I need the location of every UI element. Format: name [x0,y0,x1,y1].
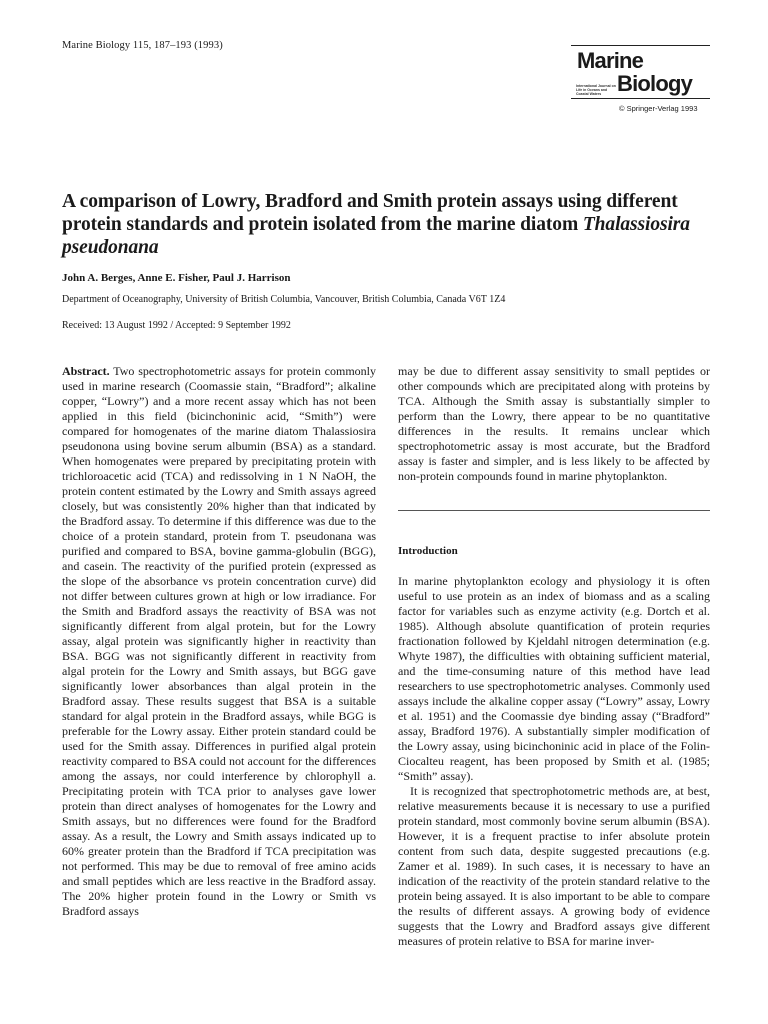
affiliation: Department of Oceanography, University of British Columbia, Vancouver, British Columbia, Canada V6T 1Z4 [62,294,506,305]
journal-reference: Marine Biology 115, 187–193 (1993) [62,40,223,51]
abstract-continuation: may be due to different assay sensitivity to small peptides or other compounds which are precipitated along with proteins by TCA. Although the Smith assay is substantially simpler to perform than the Lowry, there appear to be no quantitative differences in the results. It remains unclear which spectrophotometric assay is most accurate, but the Bradford assay is faster and simpler, and is less likely to be affected by non-protein compounds found in marine phytoplankton. [398,364,710,483]
logo-biology-text: Biology [617,71,693,96]
article-title [62,190,702,259]
introduction-body [398,574,710,949]
logo-tagline: International Journal on Life in Oceans and Coastal Waters [576,84,616,96]
introduction-paragraph-2: It is recognized that spectrophotometric methods are, at best, relative measurements because it is necessary to use a purified protein standard, most commonly bovine serum albumin (BSA). However, it is a frequent practise to infer absolute protein content from such data, despite suggested precautions (e.g. Zamer et al. 1989). In such cases, it is necessary to have an indication of the reactivity of the protein standard relative to the protein being assayed. It is also important to be able to compare the results of different assays. A growing body of evidence suggests that the Lowry and Bradford assays give different measures of protein relative to BSA for marine inver- [398,784,710,948]
abstract-column [62,364,376,919]
abstract-paragraph [62,364,376,919]
section-divider [398,510,710,511]
logo-marine-text: Marine [577,48,644,73]
introduction-paragraph-1: In marine phytoplankton ecology and physiology it is often useful to use protein as an index of biomass and as a scaling factor for variables such as enzyme activity (e.g. Dortch et al. 1985). Although absolute quantification of protein requries fractionation followed by Kjeldahl nitrogen determination (e.g. Whyte 1987), the difficulties with obtaining sufficient material, and the time-consuming nature of this method have lead researchers to use spectrophotometric analyses. Commonly used assays include the alkaline copper assay (“Lowry” assay, Lowry et al. 1951) and the Coomassie dye binding assay (“Bradford” assay, Bradford 1976). A substantially simpler modification of the Lowry assay, using bicinchoninic acid in place of the Folin-Ciocalteu reagent, has been proposed by Smith et al. (1985; “Smith” assay). [398,574,710,783]
received-accepted-dates: Received: 13 August 1992 / Accepted: 9 September 1992 [62,320,291,331]
copyright: © Springer-Verlag 1993 [619,104,698,113]
logo-bottom-rule [571,98,710,99]
logo-top-rule [571,45,710,46]
abstract-continuation-column [398,364,710,484]
title-text: A comparison of Lowry, Bradford and Smith protein assays using different protein standards and protein isolated from the marine diatom [62,191,678,235]
abstract-text: Two spectrophotometric assays for protein commonly used in marine research (Coomassie stain, “Bradford”; alkaline copper, “Lowry”) and a more recent assay which has not been applied in this field (bicinchoninic acid, “Smith”) were compared for homogenates of the marine diatom Thalassiosira pseudonona using bovine serum albumin (BSA) as a standard. When homogenates were prepared by precipitating protein with trichloroacetic acid (TCA) and redissolving in 1 N NaOH, the protein content estimated by the Lowry and Smith assays agreed closely, but was consistently 20% higher than that indicated by the Bradford assay. To determine if this difference was due to the choice of a protein standard, protein from T. pseudonana was purified and compared to BSA, bovine gamma-globulin (BGG), and casein. The reactivity of the purified protein (expressed as the slope of the absorbance vs protein concentration curve) did not differ between cultures grown at high or low irradiance. For the Smith and Bradford assays the reactivity of BSA was not significantly different from algal protein, but for the Lowry assay, algal protein was significantly higher in reactivity than BSA. BGG was not significantly different in reactivity from algal protein for the Lowry and Smith assays, but BGG gave significantly lower absorbances than algal protein in the Bradford assay. These results suggest that BSA is a suitable standard for algal protein in the Bradford assays, while BGG is preferable for the Lowry assay. Either protein standard could be used for the Smith assay. Differences in purified algal protein reactivity compared to BSA could not account for the differences among the assays, nor could interference by chlorophyll a. Precipitating protein with TCA prior to analyses gave lower protein than direct analyses of homogenates for the Lowry and Smith assays, but no differences were found for the Bradford assay. As a result, the Lowry and Smith assays indicated up to 60% greater protein than the Bradford if TCA precipitation was not performed. This may be due to removal of free amino acids and small peptides which are less reactive in the Bradford assay. The 20% higher protein found in the Lowry or Smith vs Bradford assays [62,364,376,918]
authors: John A. Berges, Anne E. Fisher, Paul J. Harrison [62,272,291,284]
introduction-heading: Introduction [398,545,458,557]
title-species: Thalassiosira pseudonana [62,214,690,258]
abstract-label: Abstract. [62,364,110,378]
